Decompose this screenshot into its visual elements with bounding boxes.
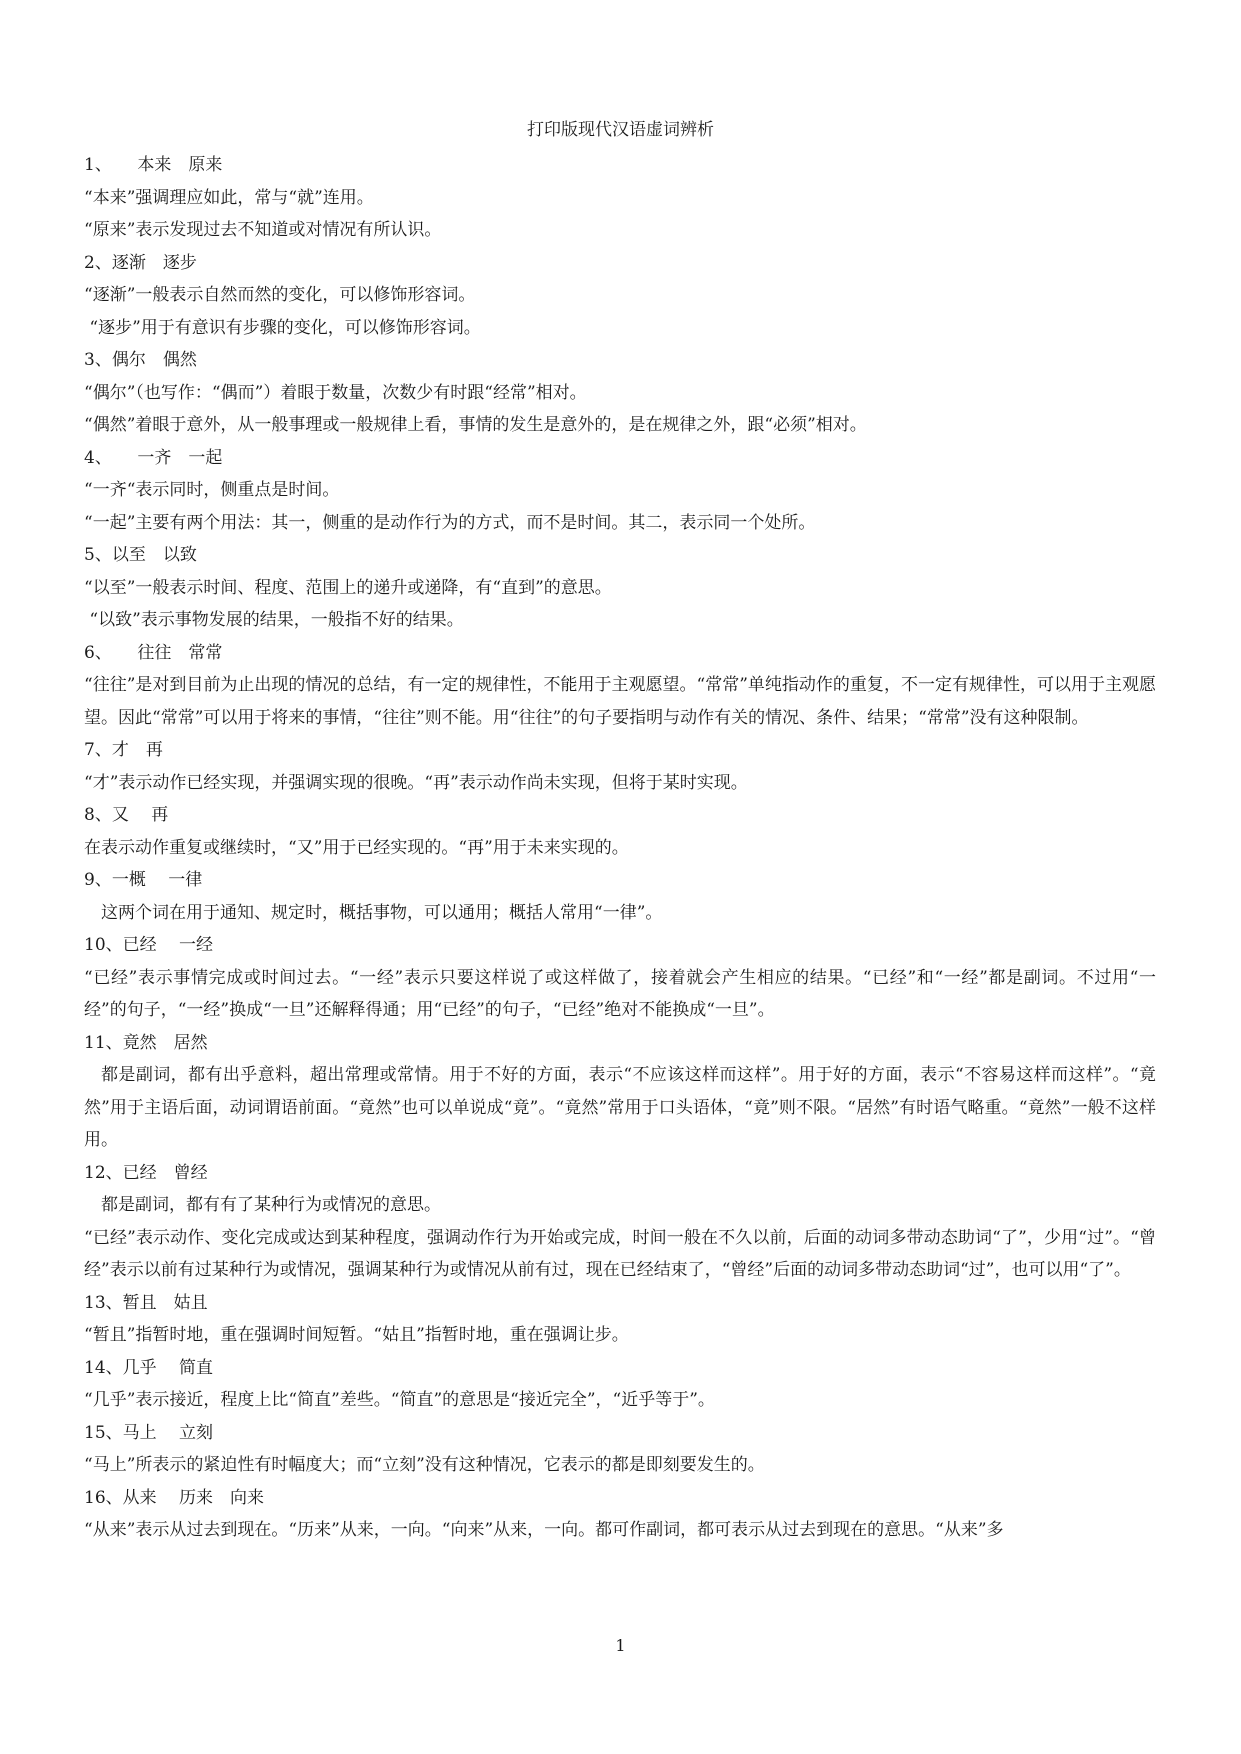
- text-line: “几乎”表示接近，程度上比“简直”差些。“简直”的意思是“接近完全”，“近乎等于”。: [84, 1390, 715, 1410]
- text-line: “本来”强调理应如此，常与“就”连用。: [84, 187, 374, 208]
- text-line: “才”表示动作已经实现，并强调实现的很晚。“再”表示动作尚未实现，但将于某时实现。: [84, 772, 748, 793]
- text-line: “偶尔”（也写作：“偶而”）着眼于数量，次数少有时跟“经常”相对。: [84, 382, 587, 403]
- heading-9: 9、一概 一律: [84, 870, 203, 890]
- text-line: “以至”一般表示时间、程度、范围上的递升或递降，有“直到”的意思。: [84, 577, 612, 598]
- text-line: “从来”表示从过去到现在。“历来”从来，一向。“向来”从来，一向。都可作副词，都可表示从过去到现在的意思。“从来”多: [84, 1520, 1004, 1540]
- page-number: 1: [615, 1636, 626, 1655]
- heading-6: 6、 往往 常常: [84, 642, 223, 663]
- text-line: “原来”表示发现过去不知道或对情况有所认识。: [84, 220, 442, 240]
- text-line: “逐步”用于有意识有步骤的变化，可以修饰形容词。: [84, 317, 481, 338]
- text-line: 都是副词，都有有了某种行为或情况的意思。: [101, 1195, 441, 1215]
- document-body: [84, 149, 1156, 1547]
- text-line: “暂且”指暂时地，重在强调时间短暂。“姑且”指暂时地，重在强调让步。: [84, 1325, 629, 1345]
- heading-3: 3、偶尔 偶然: [84, 350, 197, 370]
- text-line: “逐渐”一般表示自然而然的变化，可以修饰形容词。: [84, 285, 476, 305]
- document-title: 打印版现代汉语虚词辨析: [527, 120, 714, 140]
- text-line: “马上”所表示的紧迫性有时幅度大；而“立刻”没有这种情况，它表示的都是即刻要发生的。: [84, 1455, 765, 1475]
- heading-10: 10、已经 一经: [84, 935, 214, 955]
- heading-16: 16、从来 历来 向来: [84, 1487, 265, 1508]
- heading-14: 14、几乎 简直: [84, 1357, 214, 1378]
- heading-13: 13、暂且 姑且: [84, 1292, 208, 1313]
- paragraph: “往往”是对到目前为止出现的情况的总结，有一定的规律性，不能用于主观愿望。“常常”单纯指动作的重复，不一定有规律性，可以用于主观愿望。因此“常常”可以用于将来的事情，“往往”则不能。用“往往”的句子要指明与动作有关的情况、条件、结果；“常常”没有这种限制。: [84, 675, 1156, 728]
- heading-2: 2、逐渐 逐步: [84, 252, 197, 273]
- text-line: “以致”表示事物发展的结果，一般指不好的结果。: [84, 610, 464, 630]
- text-line: “一起”主要有两个用法：其一，侧重的是动作行为的方式，而不是时间。其二，表示同一个处所。: [84, 512, 816, 533]
- heading-7: 7、才 再: [84, 740, 163, 760]
- text-line: “偶然”着眼于意外，从一般事理或一般规律上看，事情的发生是意外的，是在规律之外，跟“必须”相对。: [84, 415, 867, 435]
- text-line: 这两个词在用于通知、规定时，概括事物，可以通用；概括人常用“一律”。: [101, 902, 663, 923]
- heading-8: 8、又 再: [84, 805, 169, 825]
- heading-12: 12、已经 曾经: [84, 1162, 208, 1183]
- paragraph: “已经”表示事情完成或时间过去。“一经”表示只要这样说了或这样做了，接着就会产生相应的结果。“已经”和“一经”都是副词。不过用“一经”的句子，“一经”换成“一旦”还解释得通；用“已经”的句子，“已经”绝对不能换成“一旦”。: [84, 967, 1156, 1020]
- heading-15: 15、马上 立刻: [84, 1422, 214, 1443]
- text-line: 在表示动作重复或继续时，“又”用于已经实现的。“再”用于未来实现的。: [84, 837, 629, 858]
- paragraph: “已经”表示动作、变化完成或达到某种程度，强调动作行为开始或完成，时间一般在不久以前，后面的动词多带动态助词“了”，少用“过”。“曾经”表示以前有过某种行为或情况，强调某种行为或情况从前有过，现在已经结束了，“曾经”后面的动词多带动态助词“过”，也可以用“了”。: [84, 1227, 1156, 1280]
- paragraph: 都是副词，都有出乎意料，超出常理或常情。用于不好的方面，表示“不应该这样而这样”。用于好的方面，表示“不容易这样而这样”。“竟然”用于主语后面，动词谓语前面。“竟然”也可以单说成“竟”。“竟然”常用于口头语体，“竟”则不限。“居然”有时语气略重。“竟然”一般不这样用。: [84, 1065, 1156, 1150]
- heading-5: 5、以至 以致: [84, 545, 197, 565]
- text-line: “一齐“表示同时，侧重点是时间。: [84, 480, 340, 500]
- heading-1: 1、 本来 原来: [84, 155, 223, 175]
- heading-4: 4、 一齐 一起: [84, 447, 223, 468]
- heading-11: 11、竟然 居然: [84, 1032, 208, 1053]
